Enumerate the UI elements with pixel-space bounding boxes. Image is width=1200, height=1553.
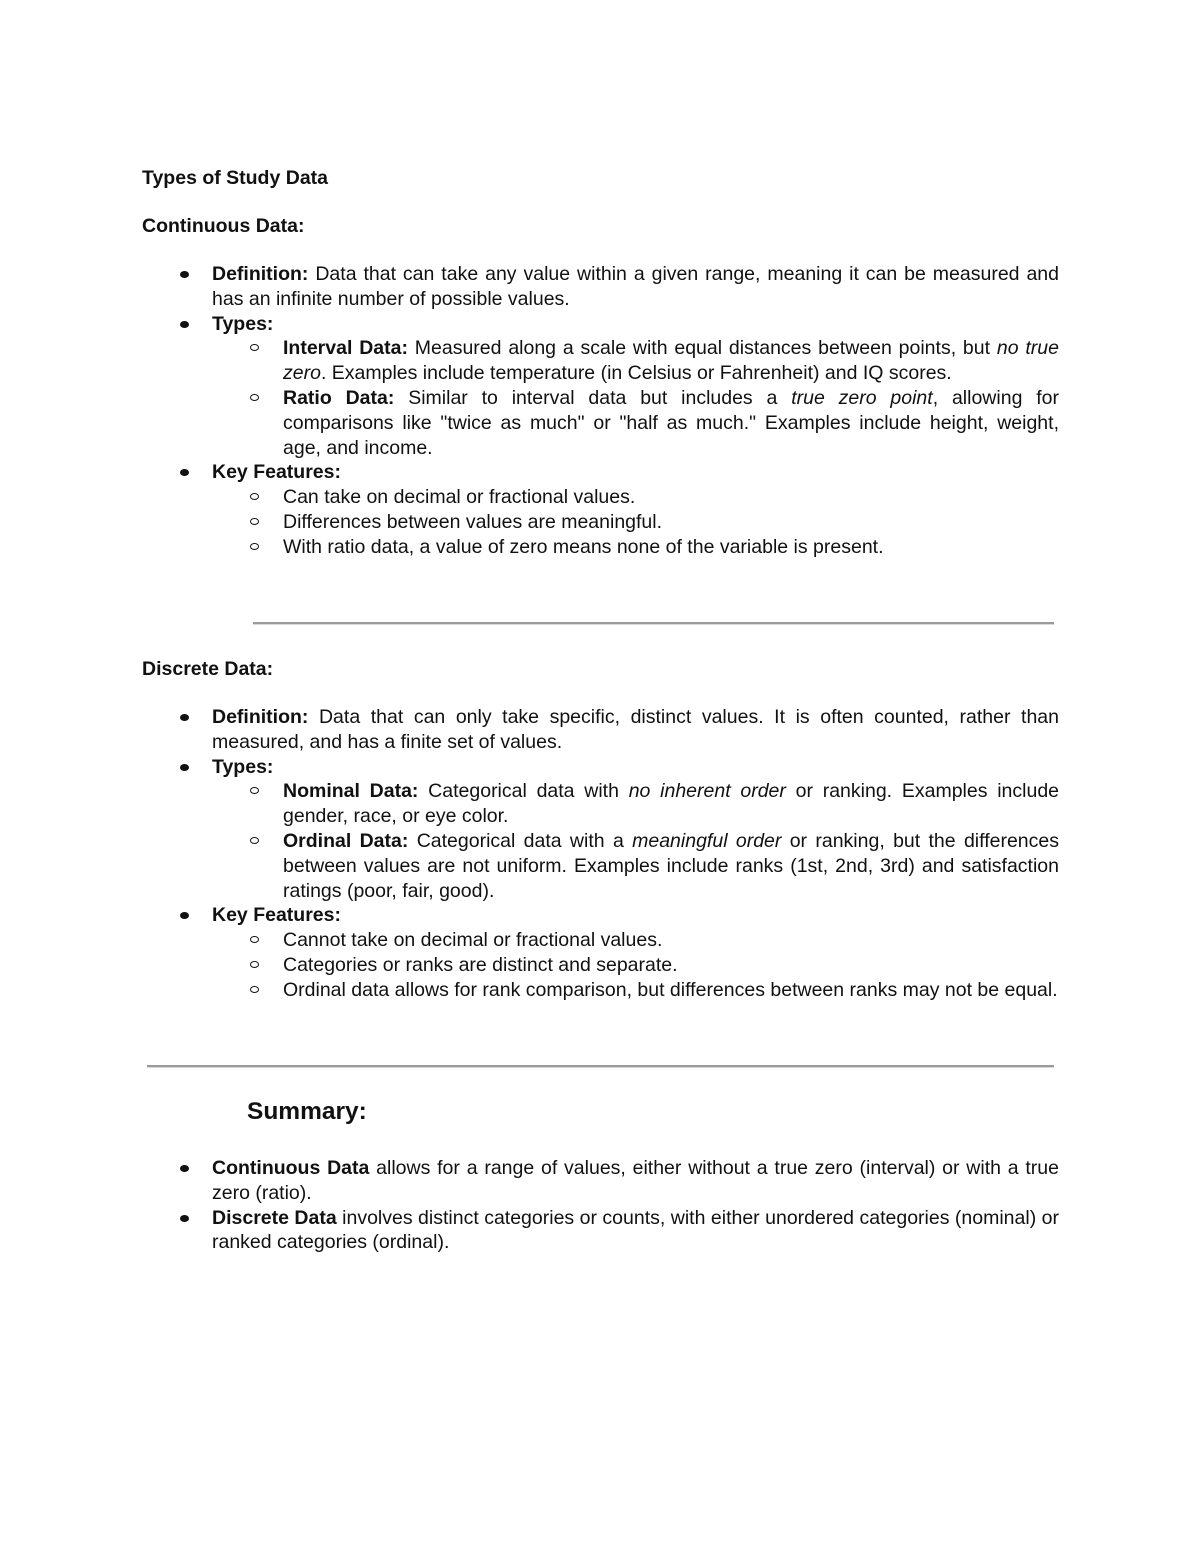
definition-text: Data that can only take specific, distinct values. It is often counted, rather than measured, and has a finite set of values. <box>212 706 1059 753</box>
nominal-text: Categorical data with <box>418 780 629 803</box>
features-label: Key Features: <box>212 904 341 927</box>
discrete-definition-item <box>142 705 1059 755</box>
definition-label: Definition: <box>212 263 309 285</box>
discrete-features-sublist <box>212 928 1059 1002</box>
continuous-features-item <box>142 460 1059 559</box>
interval-text: Measured along a scale with equal distances between points, but <box>407 337 997 360</box>
summary-continuous-label: Continuous Data <box>212 1157 370 1179</box>
nominal-label: Nominal Data: <box>283 780 419 803</box>
nominal-emphasis: no inherent order <box>628 780 786 803</box>
discrete-types-item <box>142 755 1059 904</box>
interval-text-end: . Examples include temperature (in Celsius or Fahrenheit) and IQ scores. <box>320 362 952 385</box>
continuous-types-sublist <box>212 336 1059 460</box>
feature-item: Categories or ranks are distinct and separate. <box>212 953 1059 978</box>
ordinal-text-end: or ranking, but the differences between values are not uniform. Examples include ranks (1st, 2nd, 3rd) and satisfaction ratings (poor, fair, good). <box>283 829 1059 902</box>
summary-list <box>142 1156 1059 1255</box>
interval-label: Interval Data: <box>283 337 408 360</box>
horizontal-divider <box>253 622 1054 625</box>
definition-label: Definition: <box>212 706 309 728</box>
discrete-features-item <box>142 903 1059 1002</box>
summary-discrete-label: Discrete Data <box>212 1206 337 1229</box>
types-label: Types: <box>212 755 274 778</box>
definition-text: Data that can take any value within a given range, meaning it can be measured and has an infinite number of possible values. <box>212 263 1059 310</box>
ordinal-text: Categorical data with a <box>408 829 633 852</box>
interval-data-item <box>212 336 1059 386</box>
document-title: Types of Study Data <box>142 167 329 189</box>
horizontal-divider <box>147 1065 1054 1068</box>
types-label: Types: <box>212 312 274 335</box>
ratio-text: Similar to interval data but includes a <box>394 386 792 409</box>
ratio-label: Ratio Data: <box>283 386 395 409</box>
continuous-definition-item <box>142 262 1059 312</box>
summary-discrete-item <box>142 1206 1059 1256</box>
ordinal-emphasis: meaningful order <box>632 829 782 852</box>
continuous-types-item <box>142 312 1059 461</box>
continuous-features-sublist <box>212 485 1059 559</box>
ratio-data-item <box>212 386 1059 460</box>
summary-continuous-text: allows for a range of values, either without a true zero (interval) or with a true zero (ratio). <box>212 1157 1059 1204</box>
interval-emphasis: no true zero <box>283 337 1059 385</box>
feature-item: Can take on decimal or fractional values. <box>212 485 1059 510</box>
ratio-text-end: , allowing for comparisons like "twice as much" or "half as much." Examples include height, weight, age, and income. <box>283 386 1060 459</box>
continuous-heading: Continuous Data: <box>142 215 305 237</box>
continuous-list <box>142 262 1059 560</box>
feature-item: Ordinal data allows for rank comparison, but differences between ranks may not be equal. <box>212 978 1059 1003</box>
ratio-emphasis: true zero point <box>791 386 933 409</box>
feature-item: Cannot take on decimal or fractional values. <box>212 928 1059 953</box>
summary-discrete-text: involves distinct categories or counts, with either unordered categories (nominal) or ranked categories (ordinal). <box>212 1206 1059 1254</box>
feature-item: With ratio data, a value of zero means none of the variable is present. <box>212 535 1059 560</box>
discrete-list <box>142 705 1059 1003</box>
nominal-text-end: or ranking. Examples include gender, race, or eye color. <box>283 780 1060 828</box>
discrete-heading: Discrete Data: <box>142 658 274 680</box>
ordinal-data-item <box>212 829 1059 903</box>
ordinal-label: Ordinal Data: <box>283 829 409 852</box>
features-label: Key Features: <box>212 461 341 484</box>
feature-item: Differences between values are meaningful. <box>212 510 1059 535</box>
nominal-data-item <box>212 779 1059 829</box>
summary-heading: Summary: <box>247 1098 367 1125</box>
summary-continuous-item <box>142 1156 1059 1206</box>
discrete-types-sublist <box>212 779 1059 903</box>
